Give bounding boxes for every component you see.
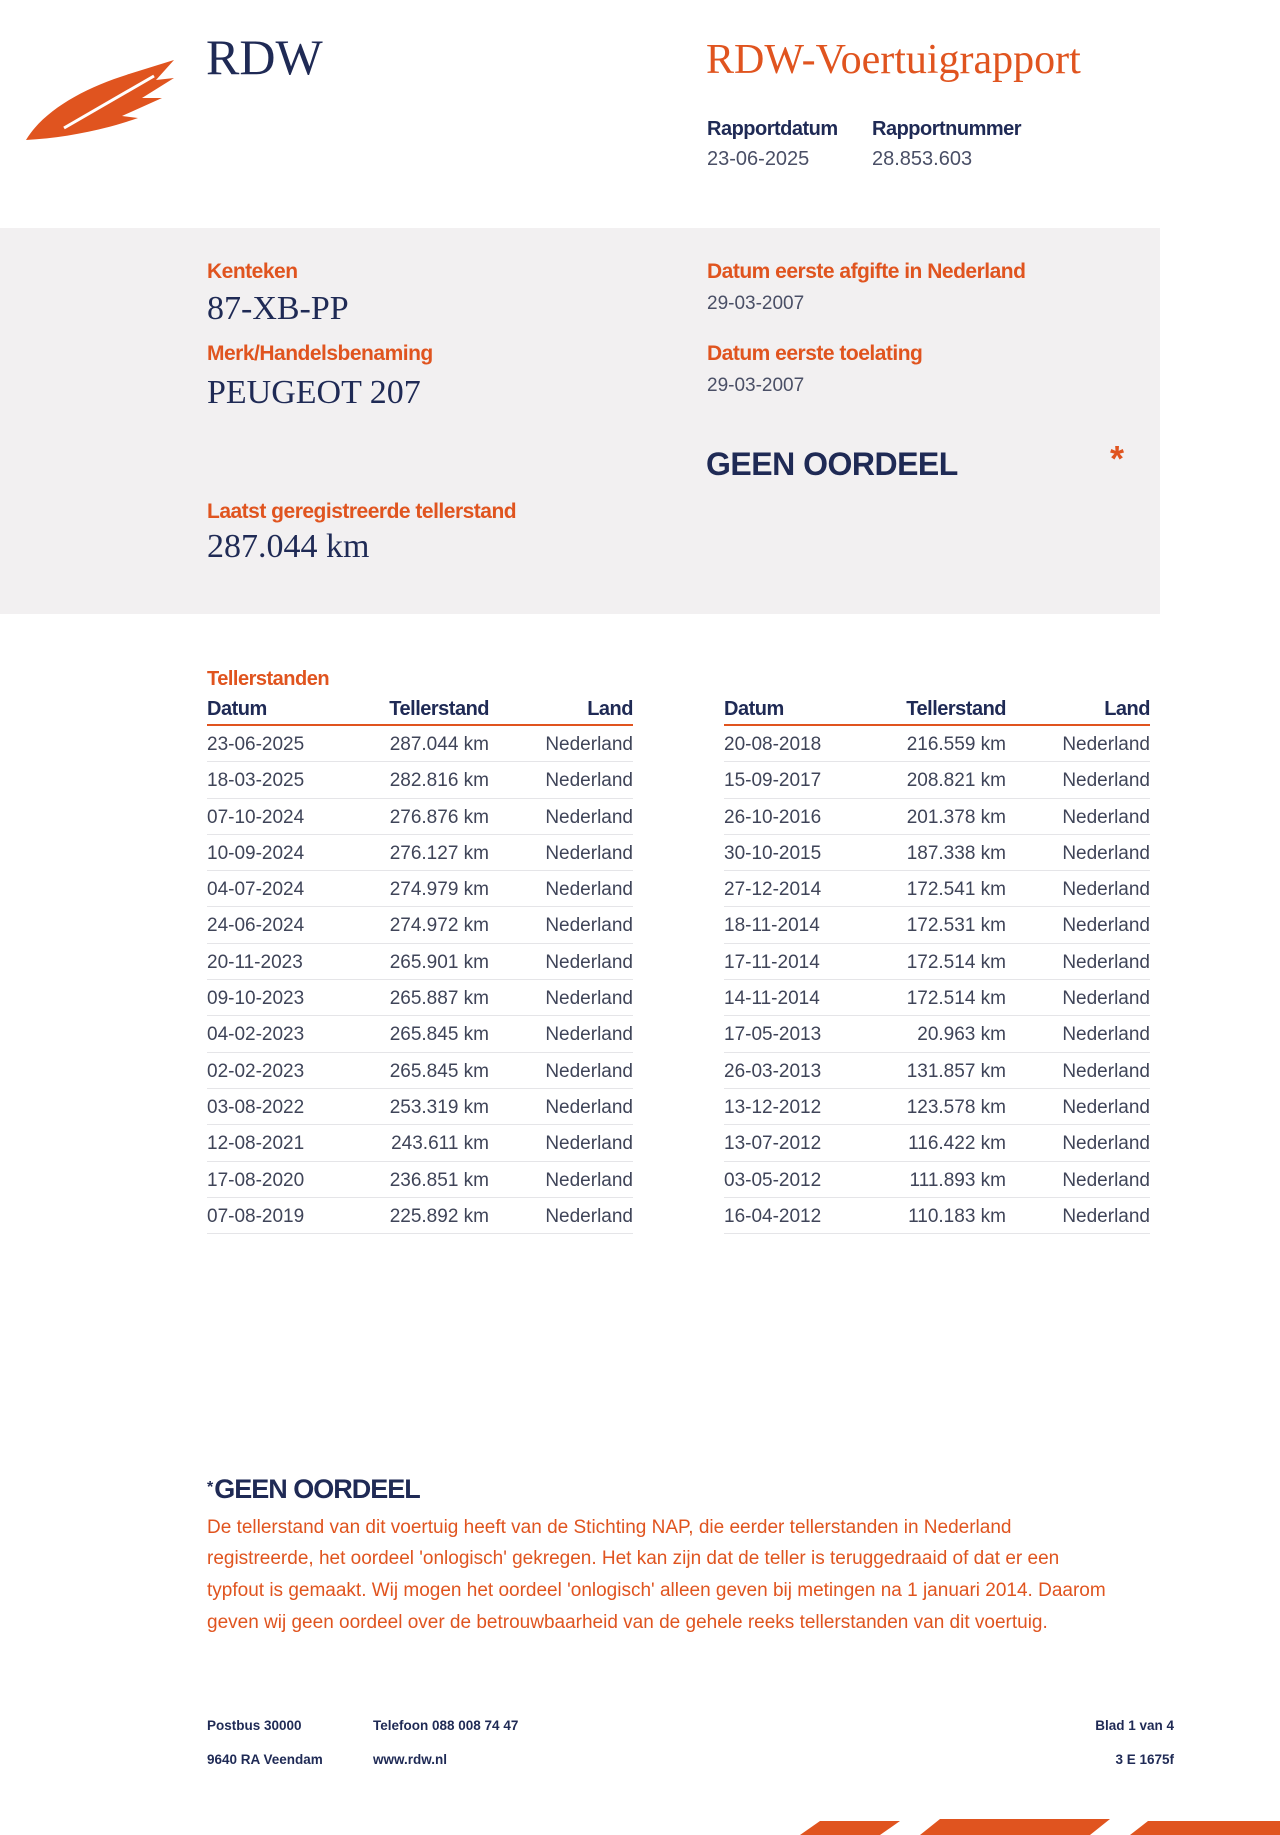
reading-odometer: 243.611 km: [391, 1133, 489, 1155]
table-row: [724, 980, 1150, 1016]
reading-country: Nederland: [545, 806, 633, 828]
reading-country: Nederland: [545, 1096, 633, 1118]
reading-country: Nederland: [1062, 1096, 1150, 1118]
reading-odometer: 208.821 km: [906, 770, 1006, 792]
table-row: [207, 762, 633, 798]
header-country: Land: [1104, 698, 1150, 720]
table-row: [724, 799, 1150, 835]
reading-date: 16-04-2012: [724, 1205, 822, 1227]
reading-date: 13-07-2012: [724, 1133, 822, 1155]
report-number-label: Rapportnummer: [872, 118, 1022, 140]
note-heading: [207, 1474, 420, 1505]
reading-odometer: 236.851 km: [389, 1169, 489, 1191]
verdict: GEEN OORDEEL: [706, 446, 958, 482]
reading-odometer: 110.183 km: [908, 1205, 1006, 1227]
reading-country: Nederland: [1062, 734, 1150, 755]
reading-odometer: 111.893 km: [909, 1169, 1006, 1191]
first-issue-nl-label: Datum eerste afgifte in Nederland: [707, 260, 1026, 283]
table-row: [207, 1089, 633, 1125]
reading-odometer: 274.972 km: [389, 915, 489, 937]
table-row: [207, 980, 633, 1016]
footer-po-box: Postbus 30000: [207, 1718, 302, 1733]
report-date: 23-06-2025: [707, 148, 810, 170]
reading-country: Nederland: [545, 1024, 633, 1046]
reading-country: Nederland: [1062, 1060, 1150, 1082]
reading-date: 09-10-2023: [207, 988, 305, 1010]
reading-country: Nederland: [1062, 1024, 1150, 1046]
reading-odometer: 172.514 km: [906, 988, 1006, 1010]
footer-postal-city: 9640 RA Veendam: [207, 1752, 323, 1767]
rdw-logo-icon: [24, 58, 184, 144]
reading-date: 12-08-2021: [207, 1133, 305, 1155]
footer-stripes-decoration: [780, 1815, 1280, 1835]
footer-page: Blad 1 van 4: [1095, 1718, 1174, 1733]
reading-country: Nederland: [1062, 988, 1150, 1010]
table-row: [724, 835, 1150, 871]
last-odometer-value: 287.044 km: [207, 528, 370, 565]
reading-odometer: 276.127 km: [389, 842, 489, 864]
plate-value: 87-XB-PP: [207, 290, 349, 327]
reading-country: Nederland: [545, 1060, 633, 1082]
reading-date: 13-12-2012: [724, 1096, 822, 1118]
reading-odometer: 274.979 km: [389, 879, 489, 901]
note-line: registreerde, het oordeel 'onlogisch' gekregen. Het kan zijn dat de teller is teruggedraaid of dat er een: [207, 1548, 1060, 1569]
note-line: typfout is gemaakt. Wij mogen het oordeel 'onlogisch' alleen geven bij metingen na 1 januari 2014. Daarom: [207, 1580, 1106, 1601]
reading-date: 26-10-2016: [724, 806, 822, 828]
reading-country: Nederland: [1062, 1133, 1150, 1155]
report-date-label: Rapportdatum: [707, 118, 838, 140]
readings-title: Tellerstanden: [207, 668, 330, 690]
reading-date: 18-03-2025: [207, 770, 305, 792]
reading-country: Nederland: [545, 770, 633, 792]
reading-odometer: 172.531 km: [906, 915, 1006, 937]
reading-odometer: 253.319 km: [389, 1096, 489, 1118]
first-admission-value: 29-03-2007: [707, 375, 805, 396]
reading-odometer: 187.338 km: [906, 842, 1006, 864]
reading-date: 07-08-2019: [207, 1205, 305, 1227]
table-row: [724, 871, 1150, 907]
report-title: RDW-Voertuigrapport: [706, 37, 1081, 83]
table-row: [724, 944, 1150, 980]
table-row: [724, 1053, 1150, 1089]
table-row: [207, 1162, 633, 1198]
reading-date: 20-08-2018: [724, 734, 822, 755]
reading-date: 23-06-2025: [207, 734, 305, 755]
table-header: [207, 698, 633, 726]
note-marker: *: [207, 1479, 213, 1496]
first-issue-nl-value: 29-03-2007: [707, 293, 805, 314]
note-line: De tellerstand van dit voertuig heeft van de Stichting NAP, die eerder tellerstanden in Nederland: [207, 1517, 1012, 1538]
reading-date: 03-05-2012: [724, 1169, 822, 1191]
reading-odometer: 265.887 km: [389, 988, 489, 1010]
reading-country: Nederland: [545, 915, 633, 937]
table-row: [207, 1053, 633, 1089]
table-row: [207, 726, 633, 762]
table-row: [207, 871, 633, 907]
make-label: Merk/Handelsbenaming: [207, 342, 433, 365]
reading-date: 15-09-2017: [724, 770, 822, 792]
reading-country: Nederland: [1062, 915, 1150, 937]
reading-country: Nederland: [545, 1205, 633, 1227]
table-row: [207, 1198, 633, 1234]
band-notch-decoration: [0, 584, 130, 614]
reading-country: Nederland: [545, 951, 633, 973]
reading-country: Nederland: [1062, 879, 1150, 901]
footer-phone: Telefoon 088 008 74 47: [373, 1718, 519, 1733]
reading-date: 03-08-2022: [207, 1096, 305, 1118]
table-row: [724, 1198, 1150, 1234]
table-row: [724, 726, 1150, 762]
reading-country: Nederland: [1062, 842, 1150, 864]
reading-odometer: 201.378 km: [906, 806, 1006, 828]
table-row: [724, 1089, 1150, 1125]
reading-date: 10-09-2024: [207, 842, 305, 864]
table-row: [207, 799, 633, 835]
reading-odometer: 172.514 km: [906, 951, 1006, 973]
reading-odometer: 287.044 km: [389, 734, 489, 755]
readings-table-left: [207, 698, 633, 1234]
table-row: [724, 907, 1150, 943]
reading-date: 04-02-2023: [207, 1024, 305, 1046]
reading-country: Nederland: [1062, 806, 1150, 828]
header-date: Datum: [207, 698, 267, 720]
header-odometer: Tellerstand: [389, 698, 489, 720]
reading-odometer: 131.857 km: [906, 1060, 1006, 1082]
readings-table-right: [724, 698, 1150, 1234]
footer-website[interactable]: www.rdw.nl: [373, 1752, 447, 1767]
reading-odometer: 20.963 km: [917, 1024, 1006, 1046]
reading-country: Nederland: [545, 842, 633, 864]
table-row: [207, 907, 633, 943]
reading-date: 17-05-2013: [724, 1024, 822, 1046]
reading-date: 02-02-2023: [207, 1060, 305, 1082]
reading-odometer: 265.845 km: [389, 1060, 489, 1082]
reading-country: Nederland: [1062, 770, 1150, 792]
header-country: Land: [587, 698, 633, 720]
table-row: [724, 762, 1150, 798]
reading-date: 27-12-2014: [724, 879, 822, 901]
reading-date: 17-11-2014: [724, 951, 820, 973]
note-line: geven wij geen oordeel over de betrouwbaarheid van de gehele reeks tellerstanden van dit voertuig.: [207, 1612, 1048, 1633]
summary-panel: [0, 228, 1160, 614]
reading-odometer: 265.845 km: [389, 1024, 489, 1046]
reading-odometer: 172.541 km: [906, 879, 1006, 901]
reading-country: Nederland: [545, 1133, 633, 1155]
reading-date: 17-08-2020: [207, 1169, 305, 1191]
reading-country: Nederland: [545, 734, 633, 755]
reading-country: Nederland: [1062, 951, 1150, 973]
reading-date: 04-07-2024: [207, 879, 305, 901]
footer-code: 3 E 1675f: [1115, 1752, 1174, 1767]
reading-country: Nederland: [545, 1169, 633, 1191]
reading-date: 26-03-2013: [724, 1060, 822, 1082]
reading-date: 20-11-2023: [207, 951, 303, 973]
reading-country: Nederland: [545, 879, 633, 901]
reading-odometer: 216.559 km: [906, 734, 1006, 755]
table-row: [724, 1125, 1150, 1161]
reading-odometer: 282.816 km: [389, 770, 489, 792]
reading-country: Nederland: [1062, 1169, 1150, 1191]
report-number: 28.853.603: [872, 148, 973, 170]
table-row: [207, 835, 633, 871]
last-odometer-label: Laatst geregistreerde tellerstand: [207, 500, 517, 523]
table-header: [724, 698, 1150, 726]
table-row: [724, 1016, 1150, 1052]
brand-name: RDW: [206, 29, 323, 85]
reading-date: 24-06-2024: [207, 915, 305, 937]
header-date: Datum: [724, 698, 784, 720]
reading-date: 07-10-2024: [207, 806, 305, 828]
reading-odometer: 276.876 km: [389, 806, 489, 828]
reading-date: 30-10-2015: [724, 842, 822, 864]
reading-odometer: 225.892 km: [389, 1205, 489, 1227]
reading-odometer: 123.578 km: [906, 1096, 1006, 1118]
note-heading-text: GEEN OORDEEL: [214, 1474, 420, 1504]
header-odometer: Tellerstand: [906, 698, 1006, 720]
reading-odometer: 265.901 km: [389, 951, 489, 973]
reading-country: Nederland: [545, 988, 633, 1010]
reading-date: 14-11-2014: [724, 988, 820, 1010]
table-row: [207, 1016, 633, 1052]
plate-label: Kenteken: [207, 260, 298, 283]
reading-odometer: 116.422 km: [908, 1133, 1006, 1155]
reading-country: Nederland: [1062, 1205, 1150, 1227]
reading-date: 18-11-2014: [724, 915, 820, 937]
first-admission-label: Datum eerste toelating: [707, 342, 923, 365]
make-value: PEUGEOT 207: [207, 374, 421, 411]
verdict-marker: *: [1110, 438, 1125, 479]
table-row: [207, 944, 633, 980]
table-row: [207, 1125, 633, 1161]
table-row: [724, 1162, 1150, 1198]
